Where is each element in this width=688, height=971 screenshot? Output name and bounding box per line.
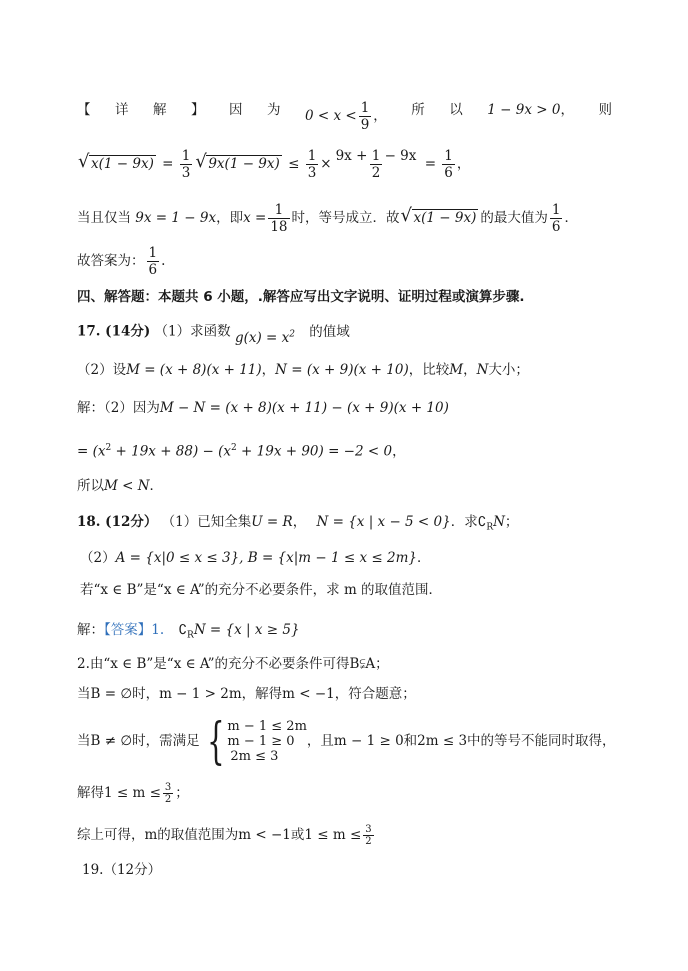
detail-char-xiang: 详 [115, 102, 129, 118]
sqrt-expression-3 [402, 208, 479, 228]
frac-den: 6 [444, 165, 453, 181]
frac-den: 6 [551, 219, 561, 235]
part2-label: （2）设 [77, 362, 127, 378]
complement-sub: R [187, 630, 194, 641]
detail-char-yi: 以 [449, 102, 463, 118]
answer-tag: 【答案】1. [104, 622, 165, 638]
text-jiede: 解得1 ≤ m ≤ [77, 785, 161, 801]
comma: ， [261, 362, 276, 378]
frac-den: 2 [164, 794, 172, 805]
equality-expr: 9x = 1 − 9x [135, 210, 217, 226]
frac-num: 1 [148, 245, 158, 261]
text-qie: ，且m − 1 ≥ 0和2m ≤ 3中的等号不能同时取得， [306, 733, 616, 749]
system-line-3: 2m ≤ 3 [230, 748, 279, 764]
q17-part1-tail: 的值域 [309, 323, 350, 340]
n-symbol: N [476, 362, 489, 378]
func-text: g(x) = x [234, 329, 290, 346]
sup-2: 2 [105, 443, 112, 453]
q18-part2 [80, 548, 430, 568]
text-shi: 时，等号成立．故 [291, 210, 400, 226]
detail-line-3 [77, 202, 578, 235]
q19-header: 19.（12分） [82, 862, 162, 878]
q17-solution-3 [77, 476, 163, 496]
complement-symbol: ∁ [178, 622, 188, 638]
frac-den: 2 [371, 165, 381, 181]
fraction-1-18 [268, 202, 289, 235]
frac-num: 1 [444, 148, 453, 164]
q18-header [77, 512, 518, 538]
detail-line-2 [77, 148, 470, 181]
frac-num: 9x + 1 − 9x [335, 148, 417, 164]
detail-char-ze: 则 [598, 102, 612, 118]
m-symbol: M [449, 362, 464, 378]
cond-frac-num: 1 [360, 100, 370, 116]
complement-n: N [493, 514, 505, 530]
system-line-1: m − 1 ≤ 2m [227, 718, 307, 734]
fraction-3-2 [163, 782, 173, 805]
text-dangqie: 当且仅当 [77, 210, 131, 226]
sets-definition: A = {x|0 ≤ x ≤ 3}, B = {x|m − 1 ≤ x ≤ 2m} [115, 550, 417, 566]
complement-sub: R [486, 522, 494, 533]
detail-ineq [487, 100, 574, 133]
q17-header [77, 318, 350, 346]
detail-char-suo: 所 [411, 102, 425, 118]
frac-den: 6 [148, 262, 158, 278]
fraction-sum [334, 148, 419, 181]
semicolon: ； [504, 514, 519, 530]
frac-num: 3 [365, 824, 372, 835]
text-suoyi: 所以 [77, 478, 104, 494]
q17-func [235, 330, 295, 346]
answer-label: 解： [77, 622, 104, 638]
answer-fraction [147, 245, 160, 278]
text-zongshang: 综上可得，m的取值范围为m < −1或1 ≤ m ≤ [77, 827, 362, 843]
detail-char-wei: 为 [267, 102, 281, 118]
answer-label: 故答案为： [77, 253, 145, 269]
frac-den: 2 [365, 836, 372, 847]
frac-num: 1 [274, 202, 284, 218]
inequality-system [227, 719, 307, 764]
text-max: 的最大值为 [480, 210, 548, 226]
period: . [161, 253, 166, 269]
frac-den: 3 [181, 165, 191, 181]
solution-expr: M − N = (x + 8)(x + 11) − (x + 9)(x + 10) [159, 400, 449, 416]
comma: ， [392, 443, 406, 460]
frac-num: 1 [307, 148, 317, 164]
cond-fraction [359, 100, 372, 133]
x-equals: x = [243, 210, 267, 226]
q18-answer-6 [77, 824, 376, 847]
q18-answer-2: 2.由“x ∈ B”是“x ∈ A”的充分不必要条件可得B⫋A； [77, 656, 389, 672]
comma: ， [292, 514, 307, 530]
conclusion-expr: M < N [104, 478, 150, 494]
universal-set: U = R [251, 514, 293, 530]
part2-label: （2） [80, 550, 116, 566]
text-dangfei: 当B ≠ ∅时，需满足 [77, 733, 200, 749]
q17-part1: （1）求函数 [154, 323, 231, 340]
sup-2: 2 [231, 443, 237, 453]
comma: ， [373, 108, 387, 124]
solution-label: 解：（2）因为 [77, 400, 160, 416]
q18-answer-4 [77, 712, 616, 770]
fraction-3-2b [363, 824, 373, 847]
equals: = [424, 156, 436, 172]
fraction-1-6 [442, 148, 455, 181]
expr-part-c: + 19x + 90) = −2 < 0 [236, 443, 393, 460]
detail-char-yin: 因 [229, 102, 243, 118]
period: ． [149, 478, 164, 494]
frac-num: 1 [551, 202, 561, 218]
frac-num: 3 [164, 782, 172, 793]
detail-line-1 [77, 100, 612, 133]
q17-number: 17. (14分) [77, 323, 151, 340]
complement-result: N = {x | x ≥ 5} [193, 622, 300, 638]
comma: ， [560, 102, 574, 118]
detail-char-jie: 解 [153, 102, 167, 118]
le-sign: ≤ [288, 156, 300, 172]
compare-tail: 大小； [488, 362, 529, 378]
sqrt-radicand: 9x(1 − 9x) [208, 156, 280, 172]
sqrt-expression-2 [196, 154, 281, 174]
left-brace: { [206, 712, 225, 770]
cond-left: 0 < x < [305, 108, 357, 124]
func-sup: 2 [289, 329, 295, 339]
answer-line [77, 245, 165, 278]
complement-symbol: ∁ [477, 514, 487, 530]
q18-answer-1 [77, 620, 300, 646]
q18-number: 18. (12分） [77, 514, 158, 530]
n-definition: N = (x + 9)(x + 10) [275, 362, 409, 378]
expr-part-a: = (x [77, 443, 106, 460]
expr-part-b: + 19x + 88) − (x [111, 443, 232, 460]
m-definition: M = (x + 8)(x + 11) [126, 362, 262, 378]
text-ji: ，即 [216, 210, 244, 226]
q18-part1: （1）已知全集 [161, 514, 252, 530]
section-heading: 四、解答题：本题共 6 小题，.解答应写出文字说明、证明过程或演算步骤. [77, 289, 525, 305]
text-qiu: ．求 [450, 514, 478, 530]
frac-num: 1 [181, 148, 191, 164]
detail-bracket-close: 】 [191, 102, 205, 118]
q18-answer-5 [77, 782, 189, 805]
ineq-text: 1 − 9x > 0 [487, 102, 561, 118]
sqrt-expression [79, 154, 156, 174]
comma: ， [456, 156, 471, 172]
fraction-1-3 [180, 148, 193, 181]
frac-den: 18 [270, 219, 288, 235]
detail-condition [305, 100, 387, 133]
q17-solution-1 [77, 398, 449, 418]
system-row [77, 712, 616, 770]
times-sign: × [320, 156, 332, 172]
period: ． [416, 550, 431, 566]
fraction-max [550, 202, 563, 235]
system-line-2: m − 1 ≥ 0 [227, 733, 295, 749]
comma: ， [463, 362, 477, 378]
cond-frac-den: 9 [360, 117, 370, 133]
sqrt-radicand: x(1 − 9x) [413, 210, 477, 226]
period: ． [564, 210, 578, 226]
q18-answer-3: 当B = ∅时，m − 1 > 2m，解得m < −1，符合题意； [77, 686, 416, 702]
semicolon: ； [175, 785, 189, 801]
compare-text: ，比较 [408, 362, 450, 378]
frac-den: 3 [307, 165, 317, 181]
equals: = [162, 156, 174, 172]
q18-part3: 若“x ∈ B”是“x ∈ A”的充分不必要条件，求 m 的取值范围． [80, 582, 443, 598]
q17-solution-2 [77, 438, 406, 462]
set-n: N = {x | x − 5 < 0} [316, 514, 451, 530]
detail-bracket-open: 【 [77, 102, 91, 118]
sqrt-radicand: x(1 − 9x) [91, 156, 154, 172]
fraction-1-3b [306, 148, 319, 181]
q17-part2 [77, 360, 529, 380]
